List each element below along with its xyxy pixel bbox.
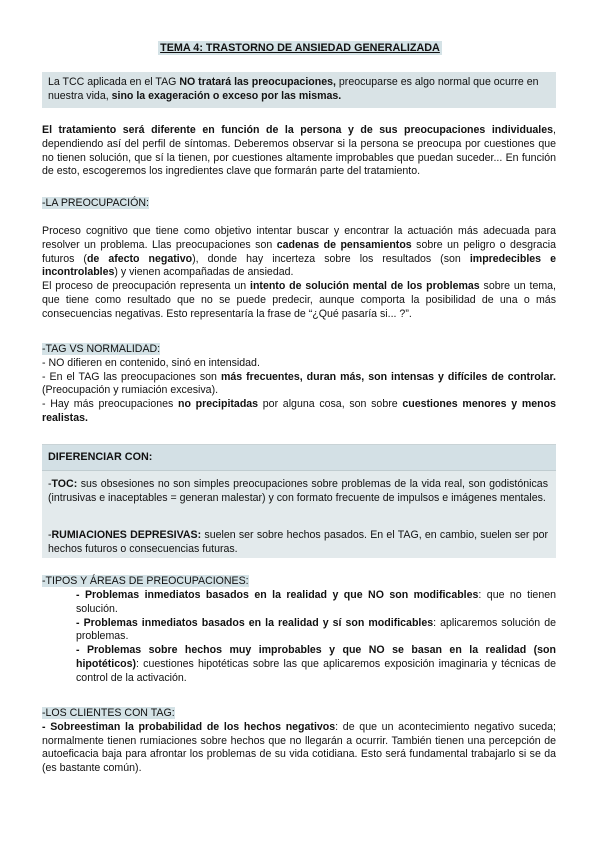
clientes-section [42,707,556,776]
p2-bold-1: intento de solución mental de los problemas [250,280,480,293]
tipos-item-1 [76,589,556,617]
tag-vs-line-1: - NO difieren en contenido, sinó en intensidad. [42,356,260,369]
l2-text-2: (Preocupación y rumiación excesiva). [42,384,219,397]
p1-text-2: sobre un peligro o desgracia futuros ( [42,238,556,265]
clientes-heading-text: -LOS CLIENTES CON TAG: [42,707,175,719]
preocupacion-body [42,225,556,322]
rum-text: suelen ser sobre hechos pasados. En el TAG, en cambio, suelen ser por hechos futuros o consecuencias futuras. [48,529,549,555]
tipos-list [76,589,556,686]
tag-vs-line-2 [42,371,556,399]
rum-label: RUMIACIONES DEPRESIVAS: [51,529,202,541]
p2-text-1: El proceso de preocupación representa un [42,280,250,293]
tipos-item-2-text: : aplicaremos solución de problemas. [76,616,556,643]
tipos-heading-text: -TIPOS Y ÁREAS DE PREOCUPACIONES: [42,575,249,587]
diferenciar-box [42,444,556,558]
intro-bold-2: sino la exageración o exceso por las mismas. [111,89,342,102]
l2-bold-1: más frecuentes, duran más, son intensas y difíciles de controlar. [220,370,556,383]
preocupacion-heading [42,197,556,211]
tag-vs-heading [42,343,556,357]
tag-vs-section [42,343,556,426]
toc-dash: - [48,478,52,490]
clientes-bold: - Sobreestiman la probabilidad de los hechos negativos [42,720,336,733]
clientes-text: : de que un acontecimiento negativo suceda; normalmente tienen rumiaciones sobre hechos que no llegarán a ocurrir. También tienen una percepción de autoeficacia baja para afrontar los problemas de su vida cotidiana. Esto será fundamental trabajarlo si se da (es bastante común). [42,720,556,775]
title-text: TEMA 4: TRASTORNO DE ANSIEDAD GENERALIZADA [160,42,440,54]
p1-text-3: ), donde hay incerteza sobre los resultados (son [192,252,470,265]
tipos-item-2-bold: - Problemas inmediatos basados en la realidad y sí son modificables [76,616,434,629]
tag-vs-heading-text: -TAG VS NORMALIDAD: [42,343,161,355]
page-title [0,42,600,56]
tipos-item-1-text: : que no tienen solución. [76,589,556,615]
tipos-item-3-text: : cuestiones hipotéticas sobre las que aplicaremos exposición imaginaria y técnicas de control de la activación. [76,657,556,684]
l2-text-1: - En el TAG las preocupaciones son [42,370,221,383]
l3-bold-2: cuestiones menores y menos realistas. [42,398,557,424]
p1-text-4: ) y vienen acompañadas de ansiedad. [114,266,294,279]
l3-text-1: - Hay más preocupaciones [42,398,179,411]
treatment-paragraph [42,124,556,179]
intro-text-2: preocuparse es algo normal que ocurre en nuestra vida, [48,76,539,102]
clientes-paragraph [42,721,556,776]
l3-text-2: por alguna cosa, son sobre [258,398,403,411]
tipos-item-3-bold: - Problemas sobre hechos muy improbables y que NO se basan en la realidad (son hipotéticos) [76,644,556,670]
diferenciar-heading: DIFERENCIAR CON: [42,445,556,471]
treatment-text: , dependiendo así del perfil de síntomas. Deberemos observar si la persona se preocupa por cuestiones que no tienen solución, que sí la tienen, por cuestiones altamente improbables que puedan suceder... En función de esto, escogeremos los ingredientes clave que formarán parte del tratamiento. [42,124,556,178]
treatment-bold: El tratamiento será diferente en función de la persona y de sus preocupaciones individuales [42,124,554,136]
tipos-heading [42,575,556,589]
p1-bold-3: impredecibles e incontrolables [42,252,556,279]
clientes-heading [42,707,556,721]
preocupacion-paragraph-1 [42,225,556,280]
p1-bold-1: cadenas de pensamientos [276,238,412,251]
toc-text: sus obsesiones no son simples preocupaciones sobre problemas de la vida real, son godistónicas (intrusivas e inaceptables = generan malestar) y con formato frecuente de impulsos e imágenes mentales. [48,478,548,504]
intro-box [42,72,556,108]
tipos-item-1-bold: - Problemas inmediatos basados en la realidad y que NO son modificables [76,589,479,601]
toc-paragraph [48,478,548,506]
l3-bold-1: no precipitadas [178,398,259,411]
tipos-item-2 [76,617,556,645]
p1-bold-2: de afecto negativo [86,252,193,265]
p1-text-1: Proceso cognitivo que tiene como objetivo intentar buscar y encontrar la actuación más adecuada para resolver un problema. Llas preocupaciones son [42,225,556,251]
preocupacion-paragraph-2 [42,280,556,321]
toc-label: TOC: [51,478,78,490]
tipos-item-3 [76,644,556,685]
intro-text-1: La TCC aplicada en el TAG [48,76,180,88]
intro-bold-1: NO tratará las preocupaciones, [179,76,336,88]
rumiaciones-paragraph [48,529,548,557]
p2-text-2: sobre un tema, que tiene como resultado que no se puede predecir, aunque comporta la posibilidad de una o más consecuencias negativas. Esto representaría la frase de “¿Qué pasaría si... ?”. [42,280,556,320]
preocupacion-heading-text: -LA PREOCUPACIÓN: [42,197,149,209]
tag-vs-line-3 [42,398,556,426]
rum-dash: - [48,529,52,541]
